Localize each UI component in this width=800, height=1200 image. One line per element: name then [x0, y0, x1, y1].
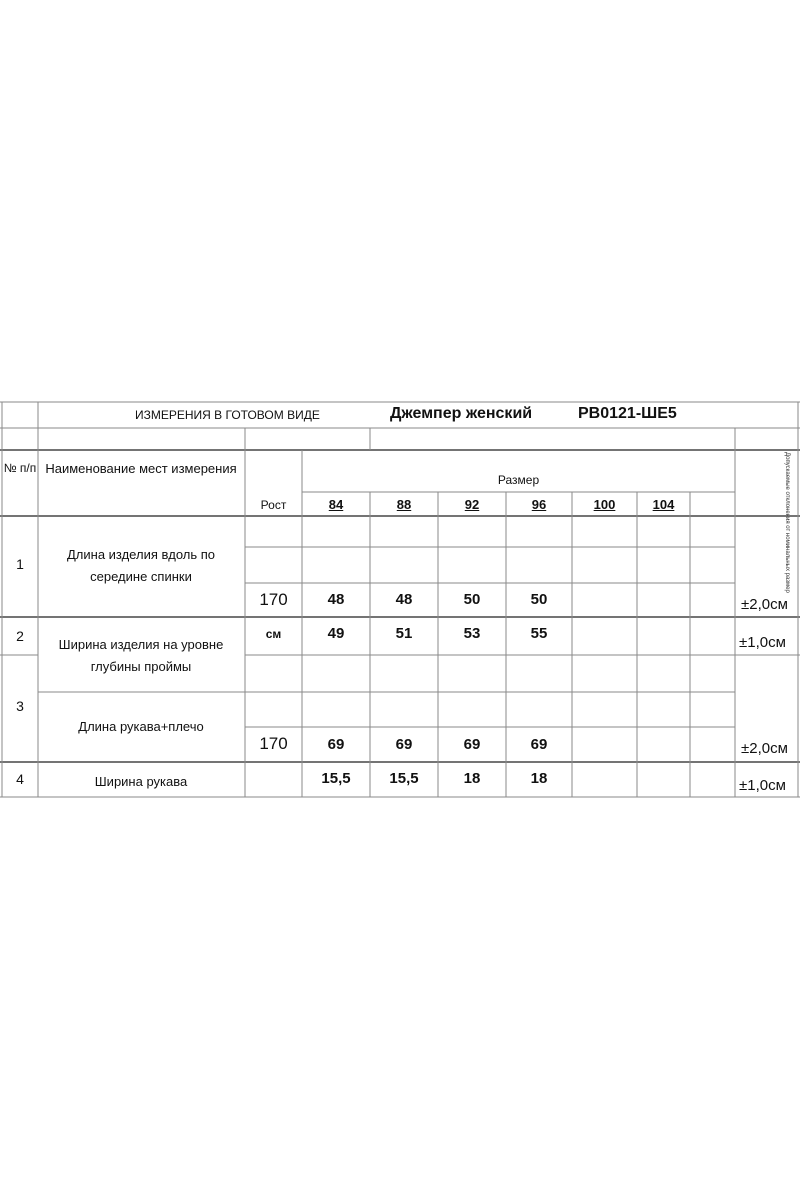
- size-92: 92: [464, 497, 480, 512]
- row-1-tolerance: ±2,0см: [741, 596, 788, 613]
- row-3-value-84: 69: [327, 736, 345, 753]
- col-tolerance-header: Допускаемые отклонения от номинальных размер: [784, 452, 790, 593]
- row-4-value-88: 15,5: [389, 770, 419, 787]
- row-4-value-84: 15,5: [321, 770, 351, 787]
- row-4-name: Ширина рукава: [94, 774, 188, 789]
- col-number-header: № п/п: [3, 461, 37, 475]
- article-code: РВ0121-ШЕ5: [578, 405, 677, 422]
- row-4-value-92: 18: [463, 770, 481, 787]
- row-1-value-92: 50: [463, 591, 481, 608]
- row-3-value-88: 69: [395, 736, 413, 753]
- row-3-height: 170: [259, 734, 288, 753]
- row-1-value-84: 48: [327, 591, 345, 608]
- row-3-number: 3: [16, 698, 24, 714]
- row-4-value-96: 18: [530, 770, 548, 787]
- row-1-value-96: 50: [530, 591, 548, 608]
- row-3-tolerance: ±2,0см: [741, 740, 788, 757]
- row-2-number: 2: [16, 628, 24, 644]
- measure-title: ИЗМЕРЕНИЯ В ГОТОВОМ ВИДЕ: [135, 408, 320, 422]
- row-4-number: 4: [16, 771, 24, 787]
- row-3-name: Длина рукава+плечо: [78, 719, 204, 734]
- size-100: 100: [593, 497, 616, 512]
- size-88: 88: [396, 497, 412, 512]
- row-1-number: 1: [16, 556, 24, 572]
- col-name-header: Наименование мест измерения: [45, 461, 237, 476]
- row-1-name: Длина изделия вдоль по середине спинки: [66, 547, 216, 584]
- row-2-unit: см: [265, 627, 282, 641]
- row-2-value-84: 49: [327, 625, 345, 642]
- row-4-tolerance: ±1,0см: [739, 777, 786, 794]
- size-96: 96: [531, 497, 547, 512]
- row-2-value-96: 55: [530, 625, 548, 642]
- col-size-header: Размер: [497, 473, 540, 487]
- product-name: Джемпер женский: [390, 405, 533, 422]
- row-3-value-96: 69: [530, 736, 548, 753]
- row-2-name: Ширина изделия на уровне глубины проймы: [58, 637, 224, 674]
- row-1-height: 170: [259, 590, 288, 609]
- row-3-value-92: 69: [463, 736, 481, 753]
- row-1-value-88: 48: [395, 591, 413, 608]
- col-height-header: Рост: [260, 498, 287, 512]
- row-2-value-88: 51: [395, 625, 413, 642]
- size-104: 104: [652, 497, 675, 512]
- size-84: 84: [328, 497, 344, 512]
- row-2-tolerance: ±1,0см: [739, 634, 786, 651]
- row-2-value-92: 53: [463, 625, 481, 642]
